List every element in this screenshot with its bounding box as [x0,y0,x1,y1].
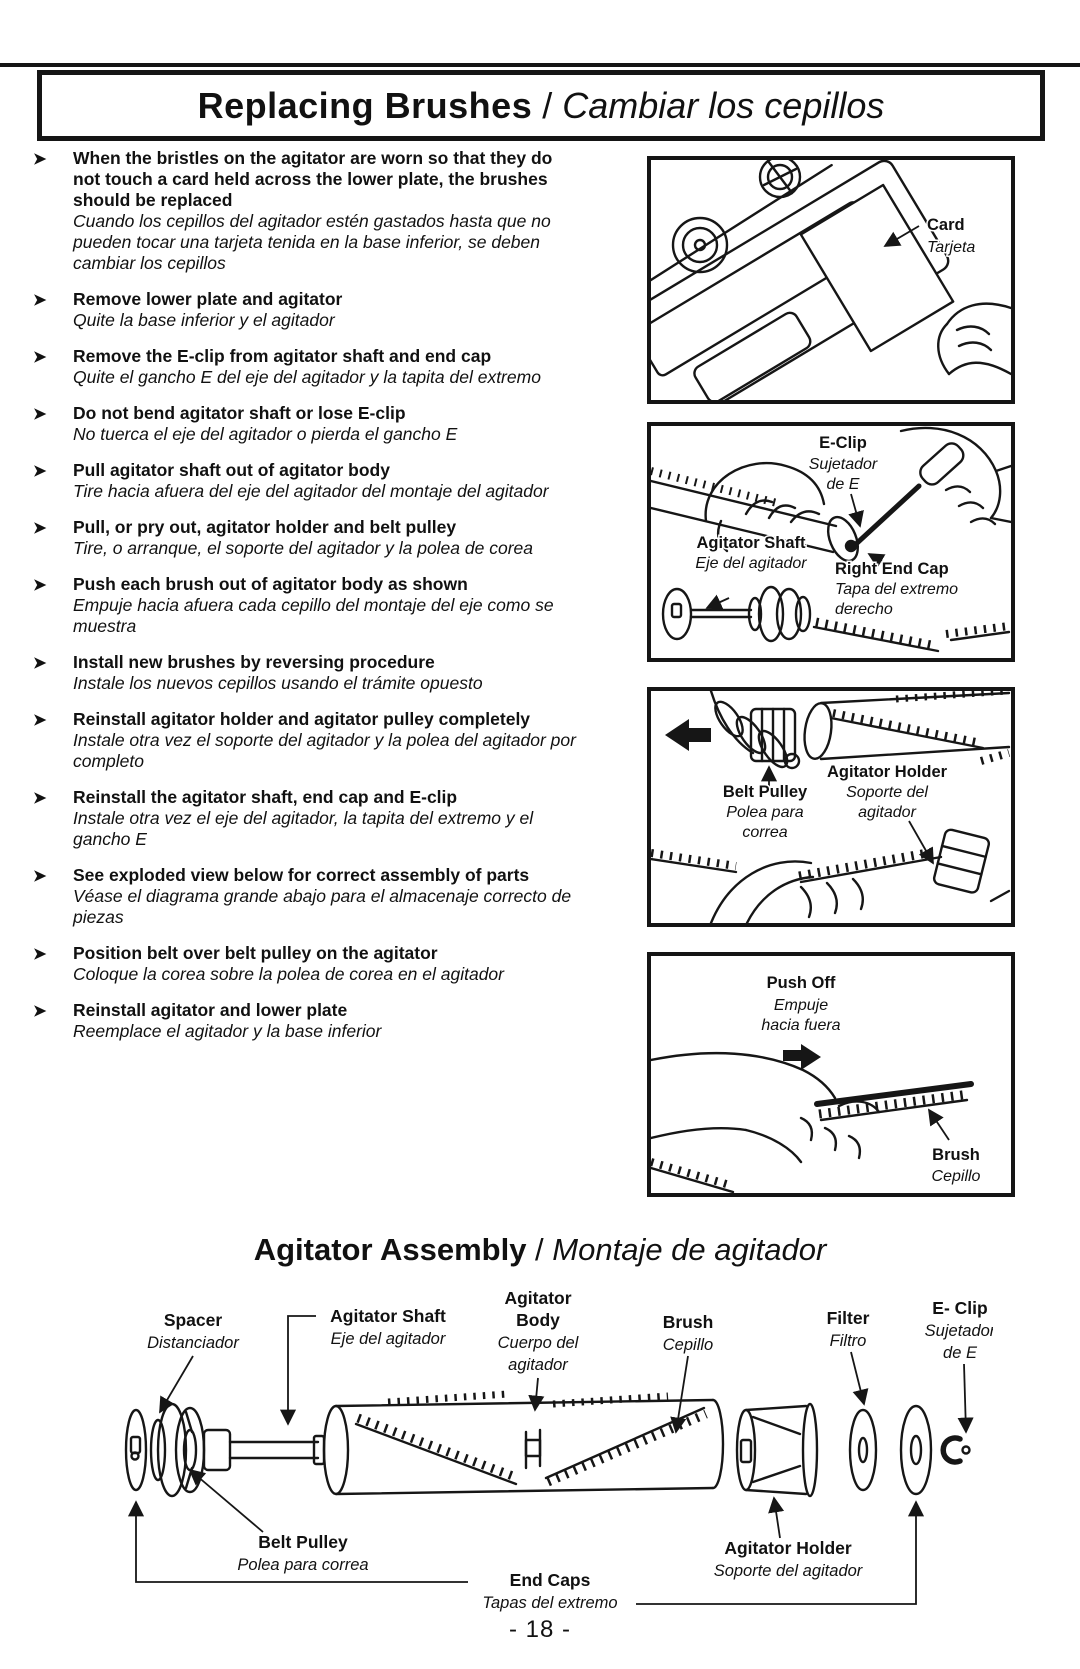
figure-agitator-assembly [88,1282,993,1612]
assembly-heading-en: Agitator Assembly [253,1232,527,1267]
instruction-en: Reinstall agitator holder and agitator pulley completely [73,709,531,729]
figure-brush-push-out [647,687,1015,927]
label-filter-es: Filtro [829,1332,867,1350]
label-eclip-en: E- Clip [932,1298,988,1318]
label-eclip-es2: de E [943,1344,977,1362]
agitator-assembly-illustration [88,1282,993,1612]
label-right-end-cap-en: Right End Cap [835,560,949,578]
card-check-illustration [651,160,1011,400]
label-belt-pulley-es2: correa [742,824,788,841]
label-eclip-es2: de E [826,476,860,493]
arrow-bullet-icon: ➤ [33,577,47,594]
instruction-en: When the bristles on the agitator are worn so that they do not touch a card held across the lower plate, the brushes should be replaced [73,148,553,210]
label-agitator-holder-es1: Soporte del [846,784,928,801]
assembly-heading [0,1232,1080,1268]
instruction-item [33,346,623,388]
instruction-es: Quite el gancho E del eje del agitador y la tapita del extremo [73,367,541,387]
instruction-item [33,1000,623,1042]
label-right-end-cap-es2: derecho [835,601,893,618]
instruction-en: See exploded view below for correct assembly of parts [73,865,530,885]
push-off-illustration [651,956,1011,1193]
page-title-es: Cambiar los cepillos [562,84,885,126]
instruction-item [33,652,623,694]
label-filter-en: Filter [826,1308,870,1328]
label-shaft-es: Eje del agitador [330,1330,446,1348]
right-arrow-icon [783,1044,821,1070]
arrow-bullet-icon: ➤ [33,946,47,963]
instruction-item [33,517,623,559]
label-end-caps-es: Tapas del extremo [482,1594,618,1612]
page-title [37,70,1045,141]
label-agitator-shaft-es: Eje del agitador [695,555,807,572]
label-body-en2: Body [516,1310,560,1330]
instruction-es: Véase el diagrama grande abajo para el almacenaje correcto de piezas [73,886,572,927]
label-eclip-en: E-Clip [819,434,867,452]
instruction-en: Pull, or pry out, agitator holder and belt pulley [73,517,457,537]
assembly-heading-es: Montaje de agitador [552,1232,827,1267]
figure-card-check [647,156,1015,404]
instruction-es: Instale los nuevos cepillos usando el trámite opuesto [73,673,483,693]
label-shaft-en: Agitator Shaft [330,1306,446,1326]
arrow-bullet-icon: ➤ [33,655,47,672]
label-end-caps-en: End Caps [509,1570,591,1590]
instruction-en: Do not bend agitator shaft or lose E-clip [73,403,406,423]
arrow-bullet-icon: ➤ [33,790,47,807]
instruction-item [33,403,623,445]
label-brush-es: Cepillo [931,1168,981,1185]
instruction-en: Pull agitator shaft out of agitator body [73,460,390,480]
label-agitator-shaft-en: Agitator Shaft [696,534,806,552]
figure-push-off [647,952,1015,1197]
instruction-es: Instale otra vez el soporte del agitador y la polea del agitador por completo [73,730,576,771]
page-title-separator: / [532,84,563,126]
instruction-list [33,148,623,1057]
instruction-en: Reinstall agitator and lower plate [73,1000,348,1020]
label-push-off-es1: Empuje [773,997,829,1014]
arrow-bullet-icon: ➤ [33,292,47,309]
label-card-es: Tarjeta [927,239,976,256]
instruction-item [33,574,623,637]
arrow-bullet-icon: ➤ [33,406,47,423]
instruction-es: Tire, o arranque, el soporte del agitador y la polea de corea [73,538,533,558]
instruction-en: Remove lower plate and agitator [73,289,343,309]
page-number: - 18 - [508,1616,571,1643]
instruction-item [33,787,623,850]
label-agitator-holder-en: Agitator Holder [826,763,948,781]
instruction-en: Remove the E-clip from agitator shaft and end cap [73,346,492,366]
label-body-en1: Agitator [504,1288,572,1308]
instruction-es: Quite la base inferior y el agitador [73,310,335,330]
label-right-end-cap-es1: Tapa del extremo [835,581,959,598]
eclip-removal-illustration [651,426,1011,658]
label-brush-en: Brush [932,1146,980,1164]
label-holder-en: Agitator Holder [724,1538,852,1558]
instruction-item [33,289,623,331]
instruction-item [33,709,623,772]
instruction-es: No tuerca el eje del agitador o pierda el gancho E [73,424,458,444]
label-agitator-holder-es2: agitador [858,804,916,821]
label-card-en: Card [927,216,965,234]
instruction-es: Instale otra vez el eje del agitador, la tapita del extremo y el gancho E [73,808,534,849]
label-holder-es: Soporte del agitador [713,1562,863,1580]
label-belt-pulley-es1: Polea para [726,804,804,821]
instruction-es: Reemplace el agitador y la base inferior [73,1021,382,1041]
figure-eclip-removal [647,422,1015,662]
arrow-bullet-icon: ➤ [33,520,47,537]
label-body-es2: agitador [508,1356,568,1374]
arrow-bullet-icon: ➤ [33,1003,47,1020]
label-eclip-es1: Sujetador [808,456,878,473]
label-body-es1: Cuerpo del [497,1334,579,1352]
assembly-heading-separator: / [526,1232,553,1267]
arrow-bullet-icon: ➤ [33,151,47,168]
instruction-es: Coloque la corea sobre la polea de corea en el agitador [73,964,504,984]
arrow-bullet-icon: ➤ [33,463,47,480]
instruction-item [33,460,623,502]
instruction-es: Empuje hacia afuera cada cepillo del montaje del eje como se muestra [73,595,554,636]
instruction-es: Tire hacia afuera del eje del agitador del montaje del agitador [73,481,549,501]
instruction-en: Push each brush out of agitator body as shown [73,574,468,594]
instruction-es: Cuando los cepillos del agitador estén gastados hasta que no pueden tocar una tarjeta tenida en la base inferior, se deben cambiar los cepillos [73,211,551,273]
label-push-off-en: Push Off [766,974,836,992]
label-brush-es: Cepillo [662,1336,714,1354]
label-spacer-es: Distanciador [147,1334,239,1352]
arrow-bullet-icon: ➤ [33,868,47,885]
arrow-bullet-icon: ➤ [33,349,47,366]
instruction-item [33,943,623,985]
label-belt-pulley-es: Polea para correa [237,1556,369,1574]
label-brush-en: Brush [662,1312,714,1332]
instruction-item [33,865,623,928]
page-title-en: Replacing Brushes [197,84,533,126]
label-push-off-es2: hacia fuera [761,1017,841,1034]
label-belt-pulley-en: Belt Pulley [722,783,808,801]
instruction-en: Position belt over belt pulley on the agitator [73,943,438,963]
instruction-en: Reinstall the agitator shaft, end cap and E-clip [73,787,458,807]
label-eclip-es1: Sujetador [924,1322,993,1340]
arrow-bullet-icon: ➤ [33,712,47,729]
top-rule-divider [0,63,1080,67]
left-arrow-icon [665,719,711,751]
instruction-en: Install new brushes by reversing procedure [73,652,435,672]
brush-push-out-illustration [651,691,1011,923]
label-spacer-en: Spacer [163,1310,223,1330]
instruction-item [33,148,623,274]
label-belt-pulley-en: Belt Pulley [258,1532,348,1552]
